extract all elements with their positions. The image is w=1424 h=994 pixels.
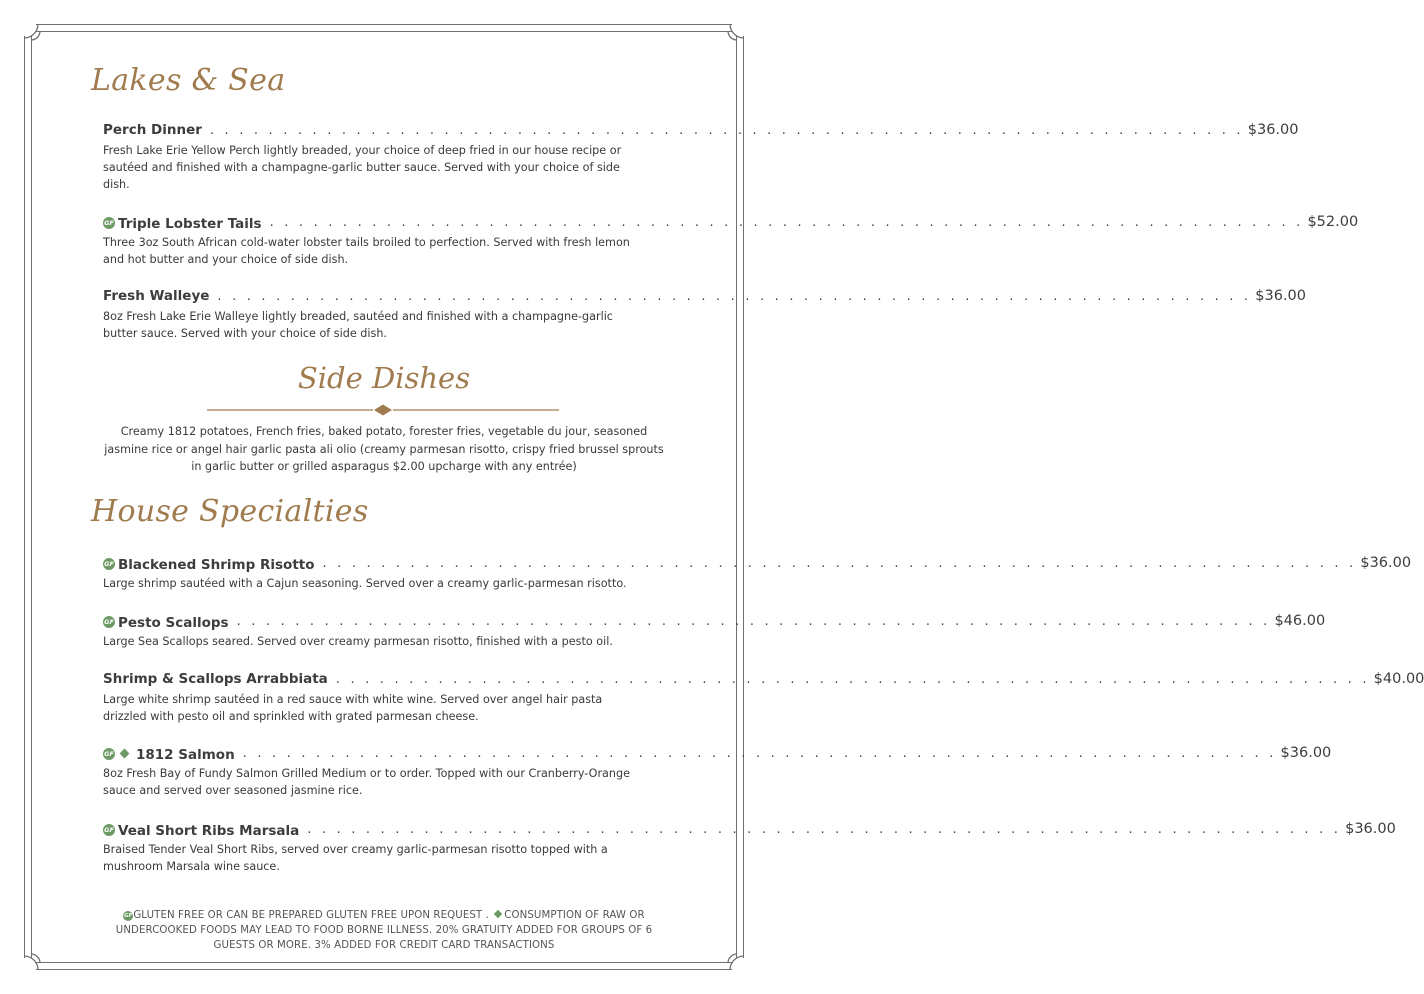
menu-item-name: Shrimp & Scallops Arrabbiata: [103, 671, 328, 687]
menu-item-header: [103, 214, 1359, 234]
menu-item-title: [103, 216, 262, 232]
menu-item-price: $46.00: [1274, 613, 1326, 629]
menu-item-price: $40.00: [1373, 671, 1424, 687]
advisory-note: CONSUMPTION OF RAW OR UNDERCOOKED FOODS MAY LEAD TO FOOD BORNE ILLNESS. 20% GRATUITY ADDED FOR GROUPS OF 6 GUESTS OR MORE. 3% ADDED FOR CREDIT CARD TRANSACTIONS: [115, 910, 653, 951]
menu-item-header: [103, 613, 1326, 633]
menu-item-name: Blackened Shrimp Risotto: [118, 557, 315, 573]
section-title-lakes-sea: Lakes & Sea: [91, 63, 286, 98]
dot-leader: . . . . . . . . . . . . . . . . . . . . . . . . . . . . . . . . . . . . . . . . . . . . . . . . . . . . . . . . . . . . . . . . . . . . . . .: [242, 746, 1277, 761]
menu-item-title: [103, 823, 299, 839]
side-dishes-description: Creamy 1812 potatoes, French fries, baked potato, forester fries, vegetable du jour, seasoned jasmine rice or angel hair garlic pasta ali olio (creamy parmesan risotto, crispy fried brussel sprouts in garlic butter or grilled asparagus $2.00 upcharge with any entrée): [104, 425, 664, 473]
menu-item-title: [103, 615, 229, 631]
menu-item-title: [103, 122, 202, 138]
menu-item-header: [103, 745, 1332, 765]
menu-item-description: 8oz Fresh Bay of Fundy Salmon Grilled Medium or to order. Topped with our Cranberry-Orange sauce and served over seasoned jasmine rice.: [103, 767, 630, 797]
raw-food-diamond-icon: [120, 748, 130, 758]
menu-item-price: $52.00: [1307, 214, 1359, 230]
menu-item: [103, 555, 1412, 592]
menu-item-title: [103, 671, 328, 687]
menu-item-name: Perch Dinner: [103, 122, 202, 138]
menu-item-description: Braised Tender Veal Short Ribs, served over creamy garlic-parmesan risotto topped with a mushroom Marsala wine sauce.: [103, 843, 608, 873]
dot-leader: . . . . . . . . . . . . . . . . . . . . . . . . . . . . . . . . . . . . . . . . . . . . . . . . . . . . . . . . . . . . . . . . . . . . . . .: [322, 556, 1357, 571]
section-title-house-specialties: House Specialties: [91, 494, 369, 529]
menu-item-name: Triple Lobster Tails: [118, 216, 262, 232]
menu-item-description: Large white shrimp sautéed in a red sauce with white wine. Served over angel hair pasta drizzled with pesto oil and sprinkled with grated parmesan cheese.: [103, 693, 603, 723]
menu-item-price: $36.00: [1280, 745, 1332, 761]
menu-item: [103, 613, 1326, 650]
gluten-free-icon: GF: [104, 750, 114, 758]
menu-item-name: 1812 Salmon: [136, 747, 235, 763]
menu-item-name: Veal Short Ribs Marsala: [118, 823, 300, 839]
menu-item-name: Pesto Scallops: [118, 615, 229, 631]
menu-item-title: [103, 557, 315, 573]
menu-item: [103, 214, 1359, 268]
menu-item-price: $36.00: [1360, 555, 1412, 571]
gluten-free-icon: GF: [104, 618, 114, 626]
menu-item: [103, 122, 1299, 193]
section-title-side-dishes: Side Dishes: [297, 361, 471, 395]
dot-leader: . . . . . . . . . . . . . . . . . . . . . . . . . . . . . . . . . . . . . . . . . . . . . . . . . . . . . . . . . . . . . . . . . . . . . . .: [217, 289, 1252, 304]
menu-item-title: [103, 747, 235, 763]
menu-footer-note: [98, 908, 670, 953]
menu-item: [103, 288, 1307, 342]
dot-leader: . . . . . . . . . . . . . . . . . . . . . . . . . . . . . . . . . . . . . . . . . . . . . . . . . . . . . . . . . . . . . . . . . . . . . . .: [209, 123, 1244, 138]
gluten-free-note: GLUTEN FREE OR CAN BE PREPARED GLUTEN FREE UPON REQUEST .: [133, 910, 493, 921]
gluten-free-icon: GF: [104, 219, 114, 227]
dot-leader: . . . . . . . . . . . . . . . . . . . . . . . . . . . . . . . . . . . . . . . . . . . . . . . . . . . . . . . . . . . . . . . . . . . . . . .: [269, 215, 1304, 230]
menu-item-header: [103, 288, 1307, 308]
menu-item-header: [103, 122, 1299, 142]
menu-item: [103, 821, 1396, 875]
dot-leader: . . . . . . . . . . . . . . . . . . . . . . . . . . . . . . . . . . . . . . . . . . . . . . . . . . . . . . . . . . . . . . . . . . . . . . .: [335, 672, 1370, 687]
menu-item-description: Large shrimp sautéed with a Cajun seasoning. Served over a creamy garlic-parmesan risotto.: [103, 577, 627, 590]
menu-item-description: 8oz Fresh Lake Erie Walleye lightly breaded, sautéed and finished with a champagne-garlic butter sauce. Served with your choice of side dish.: [103, 310, 613, 340]
menu-item-header: [103, 671, 1424, 691]
menu-item: [103, 671, 1424, 725]
menu-item-description: Three 3oz South African cold-water lobster tails broiled to perfection. Served with fresh lemon and hot butter and your choice of side dish.: [103, 236, 630, 266]
menu-item-header: [103, 821, 1396, 841]
menu-item-title: [103, 288, 209, 304]
dot-leader: . . . . . . . . . . . . . . . . . . . . . . . . . . . . . . . . . . . . . . . . . . . . . . . . . . . . . . . . . . . . . . . . . . . . . . .: [236, 614, 1271, 629]
menu-item-price: $36.00: [1255, 288, 1307, 304]
ornamental-divider: [207, 403, 559, 417]
dot-leader: . . . . . . . . . . . . . . . . . . . . . . . . . . . . . . . . . . . . . . . . . . . . . . . . . . . . . . . . . . . . . . . . . . . . . . .: [307, 822, 1342, 837]
gluten-free-icon: GF: [104, 560, 114, 568]
gluten-free-icon: GF: [124, 913, 133, 919]
menu-item-price: $36.00: [1345, 821, 1396, 837]
menu-item-price: $36.00: [1247, 122, 1299, 138]
menu-item-description: Fresh Lake Erie Yellow Perch lightly breaded, your choice of deep fried in our house recipe or sautéed and finished with a champagne-garlic butter sauce. Served with your choice of side dish.: [103, 144, 622, 191]
raw-food-diamond-icon: [494, 910, 502, 918]
menu-item-description: Large Sea Scallops seared. Served over creamy parmesan risotto, finished with a pesto oil.: [103, 635, 613, 648]
menu-item-header: [103, 555, 1412, 575]
gluten-free-icon: GF: [104, 826, 114, 834]
menu-item-name: Fresh Walleye: [103, 288, 210, 304]
menu-item: [103, 745, 1332, 799]
